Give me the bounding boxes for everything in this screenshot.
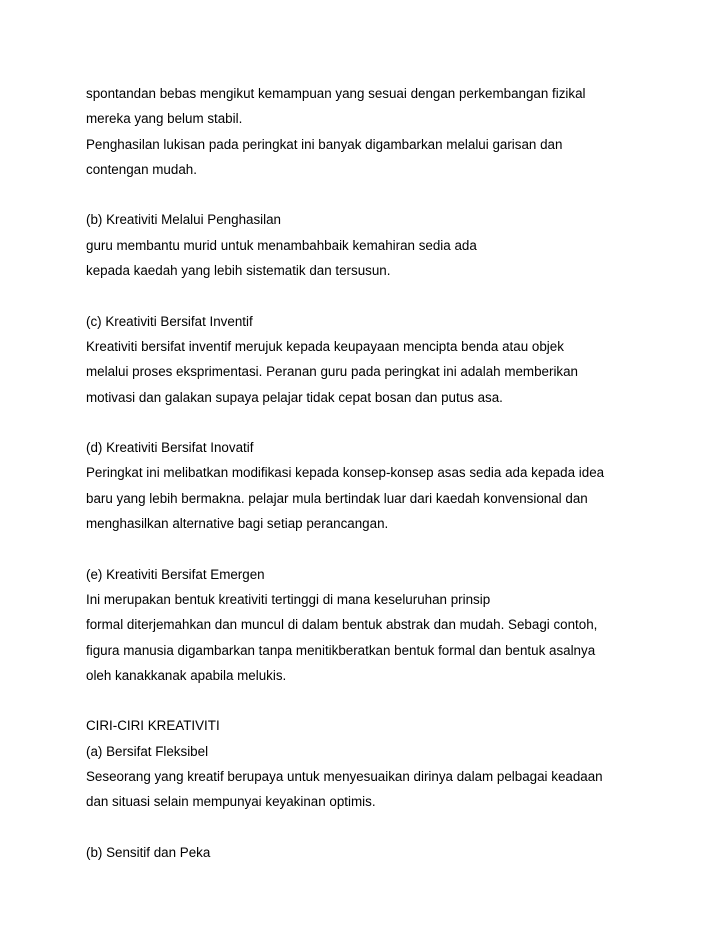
text-line: Kreativiti bersifat inventif merujuk kepada keupayaan mencipta benda atau objek [86,338,564,354]
text-line: spontandan bebas mengikut kemampuan yang sesuai dengan perkembangan fizikal [86,86,586,101]
text-line: baru yang lebih bermakna. pelajar mula bertindak luar dari kaedah konvensional dan [86,490,588,506]
text-line: motivasi dan galakan supaya pelajar tidak cepat bosan dan putus asa. [86,389,503,405]
paragraph-spacer [86,182,706,207]
text-line: guru membantu murid untuk menambahbaik kemahiran sedia ada [86,237,477,253]
section-heading: (b) Sensitif dan Peka [86,844,211,860]
text-line: formal diterjemahkan dan muncul di dalam bentuk abstrak dan mudah. Sebagi contoh, [86,617,598,633]
text-line: oleh kanakkanak apabila melukis. [86,667,287,683]
text-line: Peringkat ini melibatkan modifikasi kepada konsep-konsep asas sedia ada kepada idea [86,465,605,481]
section-heading: (c) Kreativiti Bersifat Inventif [86,313,253,329]
paragraph-spacer [86,410,706,435]
paragraph-spacer [86,283,706,308]
section-ciri-ciri-kreativiti [86,713,706,865]
section-kreativiti-emergen [86,562,706,688]
section-heading: (a) Bersifat Fleksibel [86,743,209,759]
text-line: contengan mudah. [86,161,197,177]
text-line: Ini merupakan bentuk kreativiti tertinggi di mana keseluruhan prinsip [86,591,491,607]
section-title: CIRI-CIRI KREATIVITI [86,718,220,734]
section-kreativiti-inovatif [86,435,706,536]
text-line: dan situasi selain mempunyai keyakinan optimis. [86,794,376,810]
paragraph-spacer [86,536,706,561]
paragraph-spacer [86,815,706,840]
text-line: kepada kaedah yang lebih sistematik dan tersusun. [86,263,391,279]
section-heading: (e) Kreativiti Bersifat Emergen [86,566,265,582]
text-line: figura manusia digambarkan tanpa menitikberatkan bentuk formal dan bentuk asalnya [86,642,596,658]
text-line: mereka yang belum stabil. [86,111,243,127]
section-heading: (b) Kreativiti Melalui Penghasilan [86,212,282,228]
text-line: Penghasilan lukisan pada peringkat ini banyak digambarkan melalui garisan dan [86,136,563,152]
section-heading: (d) Kreativiti Bersifat Inovatif [86,440,254,456]
text-line: menghasilkan alternative bagi setiap perancangan. [86,516,389,532]
section-kreativiti-inventif [86,309,706,410]
intro-paragraph [86,81,706,182]
text-line: Seseorang yang kreatif berupaya untuk menyesuaikan dirinya dalam pelbagai keadaan [86,769,603,785]
paragraph-spacer [86,688,706,713]
section-kreativiti-penghasilan [86,207,706,283]
text-line: melalui proses eksprimentasi. Peranan guru pada peringkat ini adalah memberikan [86,364,579,380]
document-body [86,81,706,865]
